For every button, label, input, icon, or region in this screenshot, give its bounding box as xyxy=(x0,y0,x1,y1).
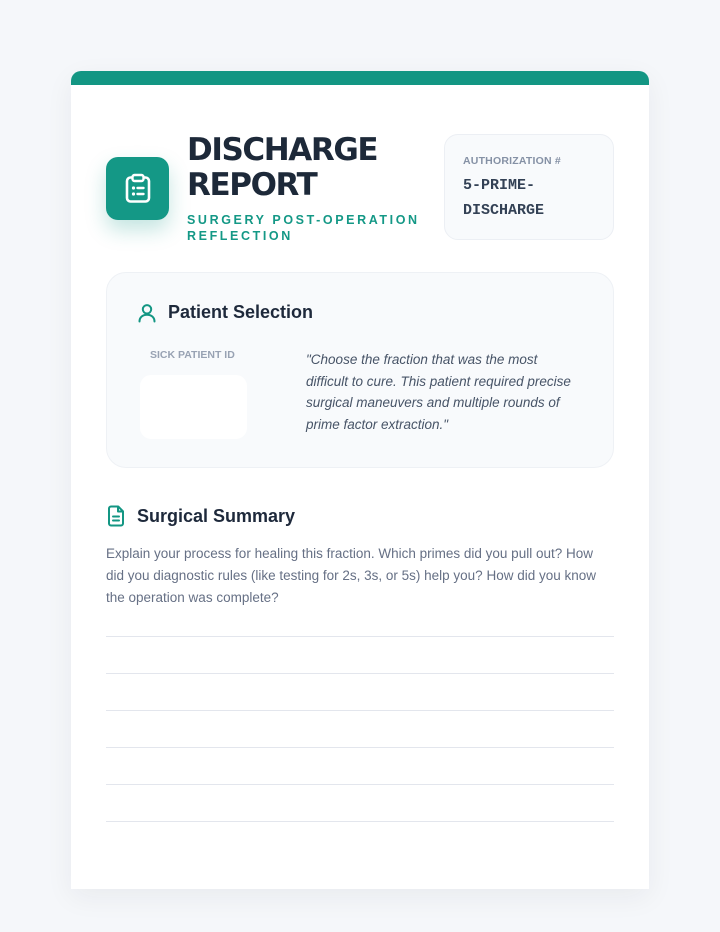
discharge-report-sheet xyxy=(71,71,649,889)
report-header xyxy=(71,85,649,275)
title-block xyxy=(187,133,437,244)
authorization-card xyxy=(444,134,614,240)
accent-top-bar xyxy=(71,71,649,85)
clipboard-icon xyxy=(124,173,152,204)
user-icon xyxy=(137,303,157,323)
report-title: DISCHARGE REPORT xyxy=(187,132,378,203)
answer-line[interactable] xyxy=(106,710,614,711)
authorization-value: 5-PRIME-DISCHARGE xyxy=(463,177,545,219)
report-subtitle: SURGERY POST-OPERATION REFLECTION xyxy=(187,213,420,243)
surgical-summary-heading xyxy=(106,505,295,527)
selection-quote: "Choose the fraction that was the most difficult to cure. This patient required precise surgical maneuvers and multiple rounds of prime factor extraction." xyxy=(306,352,571,432)
answer-line[interactable] xyxy=(106,636,614,637)
logo-badge xyxy=(106,157,169,220)
patient-selection-title: Patient Selection xyxy=(168,302,314,322)
answer-line[interactable] xyxy=(106,821,614,822)
answer-line[interactable] xyxy=(106,784,614,785)
surgical-summary-title: Surgical Summary xyxy=(137,505,296,526)
sick-patient-id-label: SICK PATIENT ID xyxy=(150,349,235,361)
sick-patient-id-field[interactable] xyxy=(139,374,248,440)
answer-line[interactable] xyxy=(106,747,614,748)
surgical-summary-instructions: Explain your process for healing this fraction. Which primes did you pull out? How did you diagnostic rules (like testing for 2s, 3s, or 5s) help you? How did you know the operation was complete? xyxy=(106,546,597,605)
document-icon xyxy=(106,505,126,527)
answer-line[interactable] xyxy=(106,673,614,674)
authorization-label: AUTHORIZATION # xyxy=(463,155,561,167)
patient-selection-heading xyxy=(137,302,313,323)
patient-selection-card xyxy=(106,272,614,468)
answer-lines xyxy=(106,636,614,858)
